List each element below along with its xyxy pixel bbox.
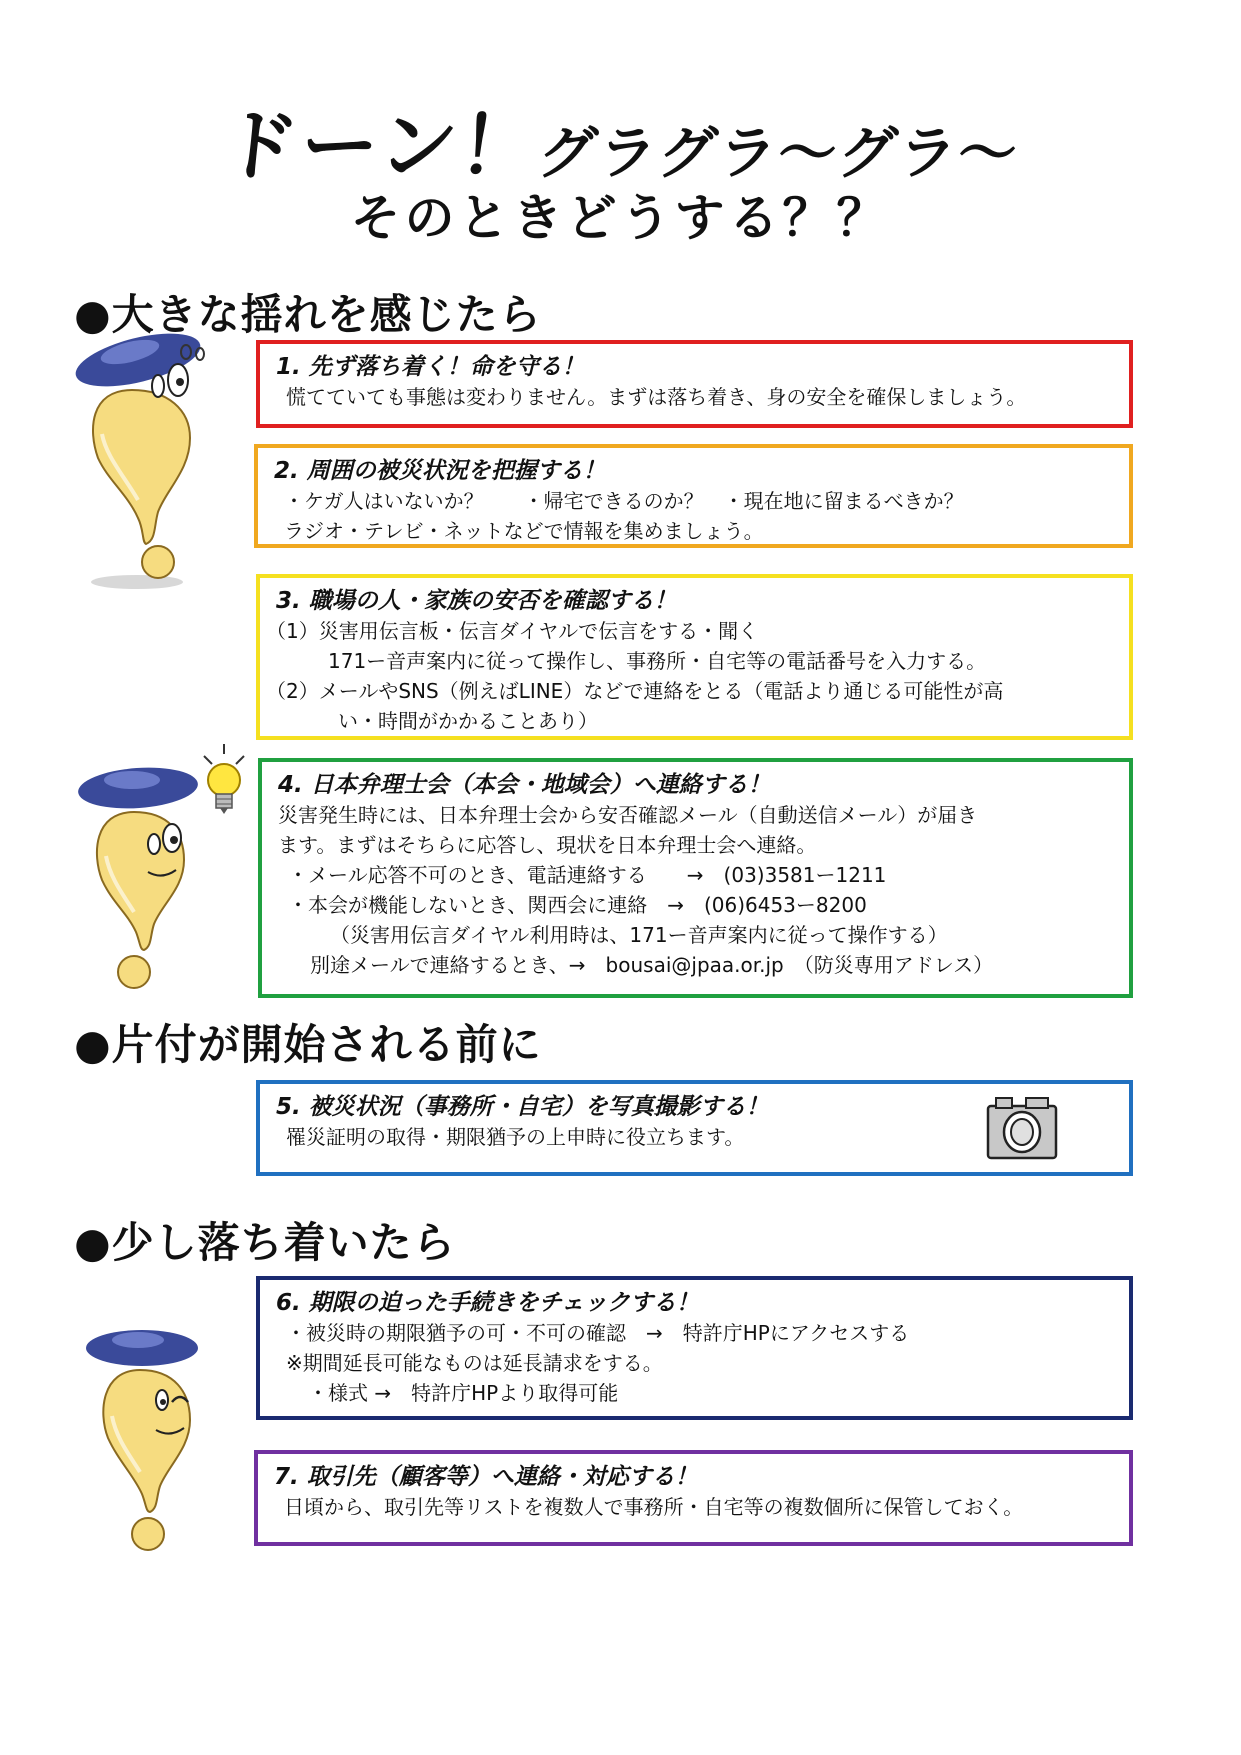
section-heading-2: ●片付が開始される前に [74,1020,542,1069]
item-text-3-2: 171ー音声案内に従って操作し、事務所・自宅等の電話番号を入力する。 [328,649,987,673]
item-text-3-4: い・時間がかかることあり） [338,709,598,733]
item-text-6-2: ※期間延長可能なものは延長請求をする。 [286,1351,663,1375]
title-part1: ドーン！ [215,102,544,192]
item-heading-7: 7. 取引先（顧客等）へ連絡・対応する！ [274,1464,698,1490]
item-heading-3: 3. 職場の人・家族の安否を確認する！ [276,588,677,614]
camera-icon [986,1094,1058,1160]
item-heading-5: 5. 被災状況（事務所・自宅）を写真撮影する！ [276,1094,769,1120]
item-box-3 [256,574,1133,740]
item-text-2-1: ・ケガ人はいないか？ ・帰宅できるのか？ ・現在地に留まるべきか？ [284,489,964,513]
item-text-2-2: ラジオ・テレビ・ネットなどで情報を集めましょう。 [284,519,764,543]
item-box-4 [258,758,1133,998]
item-heading-2: 2. 周囲の被災状況を把握する！ [274,458,606,484]
item-text-3-1: （1）災害用伝言板・伝言ダイヤルで伝言をする・聞く [266,619,759,643]
item-text-4-4: ・本会が機能しないとき、関西会に連絡 → (06)6453ー8200 [288,893,867,917]
item-text-4-1: 災害発生時には、日本弁理士会から安否確認メール（自動送信メール）が届き [278,803,978,827]
item-text-5-1: 罹災証明の取得・期限猶予の上申時に役立ちます。 [286,1125,745,1149]
item-text-7-1: 日頃から、取引先等リストを複数人で事務所・自宅等の複数個所に保管しておく。 [284,1495,1024,1519]
question-mark-mascot-icon [62,330,212,592]
item-text-6-3: ・様式 → 特許庁HPより取得可能 [308,1381,619,1405]
page-subtitle: そのときどうする？？ [350,189,891,247]
item-text-3-3: （2）メールやSNS（例えばLINE）などで連絡をとる（電話より通じる可能性が高 [266,679,1004,703]
item-text-4-6: 別途メールで連絡するとき、→ bousai@jpaa.or.jp （防災専用アドレス） [310,953,994,977]
item-text-4-3: ・メール応答不可のとき、電話連絡する → (03)3581ー1211 [288,863,887,887]
item-heading-1: 1. 先ず落ち着く！命を守る！ [276,354,585,380]
question-mark-mascot-icon [76,1326,216,1552]
item-text-4-2: ます。まずはそちらに応答し、現状を日本弁理士会へ連絡。 [278,833,817,857]
item-text-1-1: 慌てていても事態は変わりません。まずは落ち着き、身の安全を確保しましょう。 [286,385,1027,409]
item-heading-6: 6. 期限の迫った手続きをチェックする！ [276,1290,700,1316]
question-mark-mascot-icon [68,764,208,990]
title-part2: グラグラ～グラ～ [534,119,1022,187]
item-text-6-1: ・被災時の期限猶予の可・不可の確認 → 特許庁HPにアクセスする [286,1321,910,1345]
item-box-2 [254,444,1133,548]
item-text-4-5: （災害用伝言ダイヤル利用時は、171ー音声案内に従って操作する） [330,923,948,947]
section-heading-1: ●大きな揺れを感じたら [74,290,542,339]
item-heading-4: 4. 日本弁理士会（本会・地域会）へ連絡する！ [278,772,771,798]
section-heading-3: ●少し落ち着いたら [74,1218,456,1267]
item-box-1 [256,340,1133,428]
item-box-7 [254,1450,1133,1546]
item-box-6 [256,1276,1133,1420]
